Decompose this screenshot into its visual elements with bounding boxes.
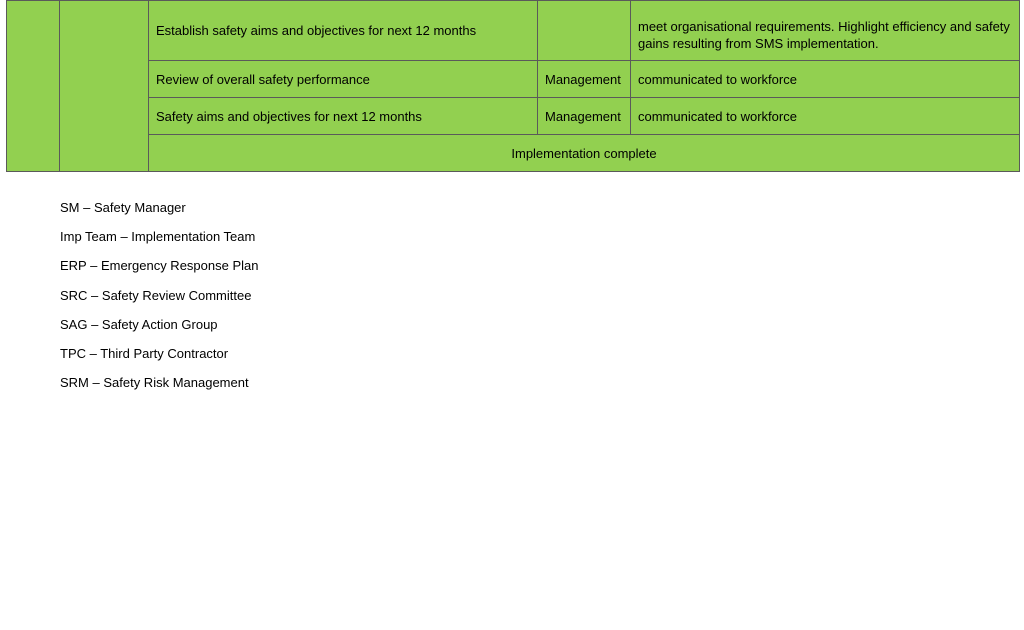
glossary-item: SRM – Safety Risk Management xyxy=(60,375,249,391)
glossary-item: SRC – Safety Review Committee xyxy=(60,287,252,303)
responsible-cell: Management xyxy=(538,61,631,98)
notes-cell: communicated to workforce xyxy=(631,98,1020,135)
responsible-cell xyxy=(538,1,631,61)
glossary-item: SM – Safety Manager xyxy=(60,200,186,215)
table-footer-row xyxy=(7,135,1020,172)
activity-cell: Establish safety aims and objectives for next 12 months xyxy=(149,1,538,61)
timeline-cell xyxy=(60,1,149,172)
activity-cell: Review of overall safety performance xyxy=(149,61,538,98)
table-row xyxy=(7,98,1020,135)
phase-cell xyxy=(7,1,60,172)
activity-cell: Safety aims and objectives for next 12 months xyxy=(149,98,538,135)
implementation-plan-table xyxy=(6,0,1020,172)
table-row xyxy=(7,61,1020,98)
notes-cell: communicated to workforce xyxy=(631,61,1020,98)
glossary-item: SAG – Safety Action Group xyxy=(60,316,218,332)
notes-text: meet organisational requirements. Highlight efficiency and safety gains resulting from SMS implementation. xyxy=(638,18,1010,51)
abbreviation-glossary xyxy=(60,199,258,403)
implementation-complete-cell: Implementation complete xyxy=(149,135,1020,172)
table-row xyxy=(7,1,1020,61)
glossary-item: Imp Team – Implementation Team xyxy=(60,229,256,245)
glossary-item: ERP – Emergency Response Plan xyxy=(60,258,259,274)
glossary-item: TPC – Third Party Contractor xyxy=(60,345,229,361)
notes-cell xyxy=(631,1,1020,61)
responsible-cell: Management xyxy=(538,98,631,135)
